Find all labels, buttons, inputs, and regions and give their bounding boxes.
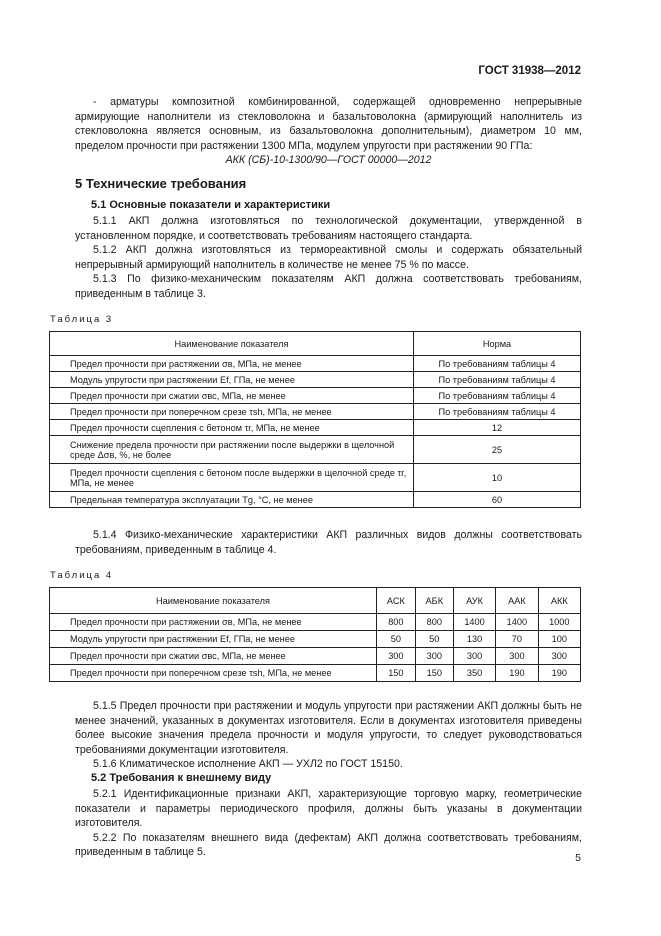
table-cell: По требованиям таблицы 4 <box>414 356 581 372</box>
table-4-header-col: АКК <box>538 588 580 614</box>
page-number: 5 <box>575 852 581 864</box>
table-cell: 50 <box>377 631 416 648</box>
table-3-caption: Таблица 3 <box>50 314 114 325</box>
table-3 <box>49 331 581 508</box>
table-cell: 1000 <box>538 614 580 631</box>
table-cell: 300 <box>377 648 416 665</box>
section-5-title: 5 Технические требования <box>75 176 247 191</box>
table-row: Модуль упругости при растяжении Ef, ГПа, не менее <box>50 631 377 648</box>
table-row: Предел прочности при сжатии σвс, МПа, не менее <box>50 388 414 404</box>
section-5-1-body <box>75 214 582 302</box>
table-cell: 1400 <box>496 614 538 631</box>
para-5-1-6: 5.1.6 Климатическое исполнение АКП — УХЛ2 по ГОСТ 15150. <box>93 758 403 771</box>
table-row: Предел прочности при растяжении σв, МПа, не менее <box>50 356 414 372</box>
table-3-header-norm: Норма <box>414 332 581 356</box>
table-cell: 150 <box>415 665 453 682</box>
table-cell: 800 <box>377 614 416 631</box>
table-cell: 100 <box>538 631 580 648</box>
table-cell: 300 <box>496 648 538 665</box>
table-cell: 300 <box>415 648 453 665</box>
para-5-2-2: 5.2.2 По показателям внешнего вида (дефектам) АКП должна соответствовать требованиям, приведенным в таблице 5. <box>75 831 582 859</box>
table-row: Предел прочности при поперечном срезе τsh, МПа, не менее <box>50 404 414 420</box>
table-row: Предельная температура эксплуатации Tg, °С, не менее <box>50 492 414 508</box>
table-cell: 150 <box>377 665 416 682</box>
table-cell: 300 <box>538 648 580 665</box>
para-5-1-2: 5.1.2 АКП должна изготовляться из термореактивной смолы и содержать обязательный непрерывный армирующий наполнитель в количестве не менее 75 % по массе. <box>75 244 582 271</box>
table-cell: 60 <box>414 492 581 508</box>
table-4-header-col: ААК <box>496 588 538 614</box>
table-cell: 130 <box>453 631 495 648</box>
table-cell: 800 <box>415 614 453 631</box>
table-row: Предел прочности сцепления с бетоном τr, МПа, не менее <box>50 420 414 436</box>
table-row: Предел прочности при растяжении σв, МПа, не менее <box>50 614 377 631</box>
table-4-caption: Таблица 4 <box>50 570 114 581</box>
para-5-1-4-block <box>75 528 582 557</box>
table-row: Предел прочности сцепления с бетоном после выдержки в щелочной среде τr, МПа, не менее <box>50 464 414 492</box>
table-3-header-name: Наименование показателя <box>50 332 414 356</box>
table-cell: 25 <box>414 436 581 464</box>
table-cell: По требованиям таблицы 4 <box>414 404 581 420</box>
para-5-1-4: 5.1.4 Физико-механические характеристики АКП различных видов должны соответствовать требованиям, приведенным в таблице 4. <box>75 529 582 556</box>
para-5-1-3: 5.1.3 По физико-механическим показателям АКП должна соответствовать требованиям, приведенным в таблице 3. <box>75 273 582 300</box>
intro-block <box>75 95 582 168</box>
para-5-1-5: 5.1.5 Предел прочности при растяжении и модуль упругости при растяжении АКП должны быть не менее значений, указанных в документах изготовителя. Если в документах изготовителя приведены более высокие значения предела прочности и модуля упругости, то следует руководствоваться требованиями документации изготовителя. <box>75 700 582 756</box>
table-4-header-col: АСК <box>377 588 416 614</box>
table-cell: 300 <box>453 648 495 665</box>
table-row: Снижение предела прочности при растяжении после выдержки в щелочной среде Δσв, %, не более <box>50 436 414 464</box>
table-cell: 10 <box>414 464 581 492</box>
table-cell: 190 <box>496 665 538 682</box>
table-row: Предел прочности при сжатии σвс, МПа, не менее <box>50 648 377 665</box>
table-cell: 1400 <box>453 614 495 631</box>
table-row: Модуль упругости при растяжении Ef, ГПа, не менее <box>50 372 414 388</box>
standard-code: ГОСТ 31938—2012 <box>478 65 581 77</box>
table-cell: По требованиям таблицы 4 <box>414 372 581 388</box>
para-5-1-1: 5.1.1 АКП должна изготовляться по технологической документации, утвержденной в установленном порядке, и соответствовать требованиям настоящего стандарта. <box>75 215 582 242</box>
table-row: Предел прочности при поперечном срезе τsh, МПа, не менее <box>50 665 377 682</box>
table-cell: 50 <box>415 631 453 648</box>
para-5-2-1: 5.2.1 Идентификационные признаки АКП, характеризующие торговую марку, геометрические показатели и параметры периодического профиля, должны быть указаны в документации изготовителя. <box>75 788 582 830</box>
table-4 <box>49 587 581 682</box>
table-cell: 350 <box>453 665 495 682</box>
section-5-1-tail <box>75 699 582 772</box>
intro-text: - арматуры композитной комбинированной, содержащей одновременно непрерывные армирующие наполнители из стекловолокна и базальтоволокна (армирующий наполнитель из стекловолокна является основным, из базальтоволокна дополнительным), диаметром 10 мм, пределом прочности при растяжении 1300 МПа, модулем упругости при растяжении 90 ГПа: <box>75 96 582 152</box>
table-cell: По требованиям таблицы 4 <box>414 388 581 404</box>
section-5-1-title: 5.1 Основные показатели и характеристики <box>91 199 331 211</box>
table-4-header-col: АБК <box>415 588 453 614</box>
section-5-2-title: 5.2 Требования к внешнему виду <box>91 772 272 784</box>
table-cell: 190 <box>538 665 580 682</box>
table-cell: 70 <box>496 631 538 648</box>
table-4-header-name: Наименование показателя <box>50 588 377 614</box>
intro-designation: АКК (СБ)-10-1300/90—ГОСТ 00000—2012 <box>225 154 432 167</box>
section-5-2-body <box>75 787 582 860</box>
table-4-header-col: АУК <box>453 588 495 614</box>
table-cell: 12 <box>414 420 581 436</box>
